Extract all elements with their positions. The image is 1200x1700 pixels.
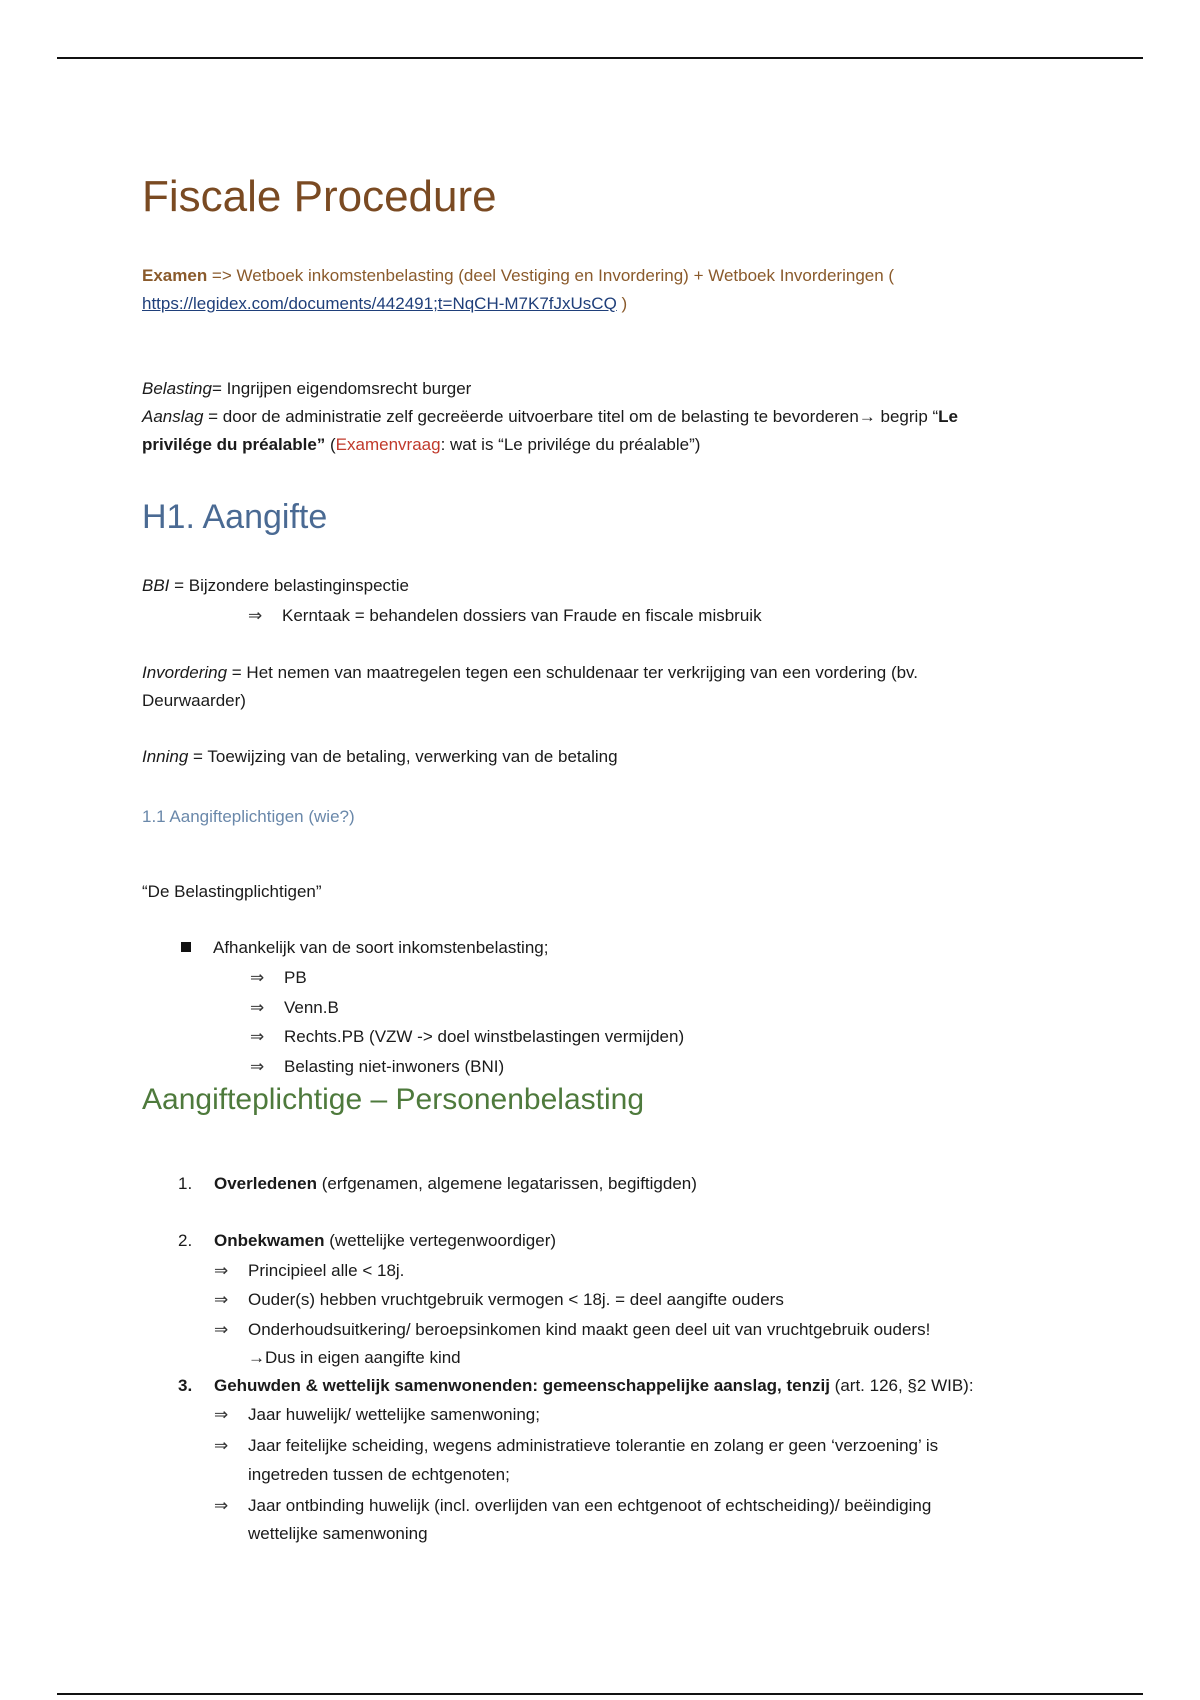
item-2-sub-text: Onderhoudsuitkering/ beroepsinkomen kind maakt geen deel uit van vruchtgebruik ouders!	[248, 1320, 931, 1339]
item-2-sub-2	[214, 1290, 784, 1310]
bullet-sub-text: Belasting niet-inwoners (BNI)	[284, 1057, 505, 1076]
page-title: Fiscale Procedure	[142, 172, 497, 221]
item-2-sub-3	[214, 1320, 930, 1340]
implies-icon: ⇒	[214, 1320, 229, 1339]
bbi-sub	[248, 606, 762, 626]
bullet-item	[181, 938, 548, 958]
implies-icon: ⇒	[250, 968, 265, 987]
bullet-sub-text: Venn.B	[284, 998, 339, 1017]
inning-term: Inning	[142, 747, 189, 766]
implies-icon: ⇒	[214, 1436, 229, 1455]
implies-icon: ⇒	[214, 1261, 229, 1280]
item-2-bold: Onbekwamen	[214, 1231, 325, 1250]
bbi-sub-text: Kerntaak = behandelen dossiers van Fraude en fiscale misbruik	[282, 606, 762, 625]
belasting-def	[142, 379, 471, 399]
bottom-rule	[57, 1693, 1143, 1695]
implies-icon: ⇒	[214, 1405, 229, 1424]
bullet-sub-1	[250, 968, 307, 988]
top-rule	[57, 57, 1143, 59]
exam-label: Examen	[142, 266, 208, 285]
item-3-text: (art. 126, §2 WIB):	[829, 1376, 974, 1395]
item-3-sub-text: Jaar huwelijk/ wettelijke samenwoning;	[248, 1405, 540, 1424]
bbi-term: BBI	[142, 576, 170, 595]
exam-question-text: : wat is “Le privilége du préalable”)	[440, 435, 701, 454]
item-3-sub-text: Jaar ontbinding huwelijk (incl. overlijden van een echtgenoot of echtscheiding)/ beëindiging	[248, 1496, 932, 1515]
exam-question-label: Examenvraag	[335, 435, 441, 454]
exam-after: )	[616, 294, 628, 313]
list-item-2	[178, 1231, 556, 1251]
bullet-sub-2	[250, 998, 339, 1018]
exam-link-line	[142, 294, 627, 314]
item-2-sub-1	[214, 1261, 404, 1281]
aanslag-def	[142, 407, 958, 427]
item-3-sub-3-cont: wettelijke samenwoning	[248, 1524, 428, 1543]
invordering-term: Invordering	[142, 663, 228, 682]
item-2-sub-text: Principieel alle < 18j.	[248, 1261, 405, 1280]
list-item-3	[178, 1376, 974, 1396]
list-number: 3.	[178, 1376, 193, 1395]
item-2-cont: →Dus in eigen aangifte kind	[248, 1348, 461, 1367]
invordering-def-cont: Deurwaarder)	[142, 691, 246, 710]
heading-1-1: 1.1 Aangifteplichtigen (wie?)	[142, 807, 355, 826]
list-number: 2.	[178, 1231, 193, 1250]
legidex-link[interactable]: https://legidex.com/documents/442491;t=NqCH-M7K7fJxUsCQ	[142, 294, 617, 313]
list-item-1	[178, 1174, 697, 1194]
belasting-term: Belasting	[142, 379, 212, 398]
aanslag-bold-2: privilége du préalable”	[142, 435, 326, 454]
inning-text: = Toewijzing van de betaling, verwerking van de betaling	[188, 747, 618, 766]
exam-line	[142, 266, 894, 286]
invordering-text: = Het nemen van maatregelen tegen een schuldenaar ter verkrijging van een vordering (bv.	[227, 663, 919, 682]
bbi-text: = Bijzondere belastinginspectie	[169, 576, 409, 595]
bbi-def	[142, 576, 409, 596]
heading-h1-aangifte: H1. Aangifte	[142, 498, 328, 536]
item-3-sub-3	[214, 1496, 931, 1516]
bullet-text: Afhankelijk van de soort inkomstenbelasting;	[213, 938, 549, 957]
item-3-bold: Gehuwden & wettelijk samenwonenden: gemeenschappelijke aanslag, tenzij	[214, 1376, 830, 1395]
invordering-def	[142, 663, 918, 683]
implies-icon: ⇒	[250, 1057, 265, 1076]
implies-icon: ⇒	[250, 998, 265, 1017]
bullet-sub-3	[250, 1027, 684, 1047]
aanslag-def-cont	[142, 435, 700, 455]
heading-personenbelasting: Aangifteplichtige – Personenbelasting	[142, 1083, 645, 1116]
item-2-sub-text: Ouder(s) hebben vruchtgebruik vermogen < 18j. = deel aangifte ouders	[248, 1290, 784, 1309]
aanslag-term: Aanslag	[142, 407, 204, 426]
bullet-sub-text: PB	[284, 968, 307, 987]
implies-icon: ⇒	[214, 1496, 229, 1515]
aanslag-text: = door de administratie zelf gecreëerde uitvoerbare titel om de belasting te bevorderen→ begrip “	[203, 407, 939, 426]
exam-text: => Wetboek inkomstenbelasting (deel Vestiging en Invordering) + Wetboek Invorderingen (	[207, 266, 895, 285]
item-1-text: (erfgenamen, algemene legatarissen, begiftigden)	[317, 1174, 697, 1193]
item-3-sub-2-cont: ingetreden tussen de echtgenoten;	[248, 1465, 510, 1484]
bullet-sub-text: Rechts.PB (VZW -> doel winstbelastingen vermijden)	[284, 1027, 685, 1046]
square-bullet-icon	[181, 942, 191, 952]
item-1-bold: Overledenen	[214, 1174, 317, 1193]
belasting-text: = Ingrijpen eigendomsrecht burger	[211, 379, 472, 398]
aanslag-bold-1: Le	[938, 407, 958, 426]
implies-icon: ⇒	[248, 606, 263, 625]
item-3-sub-1	[214, 1405, 540, 1425]
item-2-text: (wettelijke vertegenwoordiger)	[324, 1231, 557, 1250]
quote: “De Belastingplichtigen”	[142, 882, 322, 901]
item-3-sub-2	[214, 1436, 938, 1456]
implies-icon: ⇒	[214, 1290, 229, 1309]
inning-def	[142, 747, 618, 767]
bullet-sub-4	[250, 1057, 504, 1077]
implies-icon: ⇒	[250, 1027, 265, 1046]
exam-q-open: (	[325, 435, 336, 454]
item-3-sub-text: Jaar feitelijke scheiding, wegens administratieve tolerantie en zolang er geen ‘verzoening’ is	[248, 1436, 939, 1455]
list-number: 1.	[178, 1174, 193, 1193]
